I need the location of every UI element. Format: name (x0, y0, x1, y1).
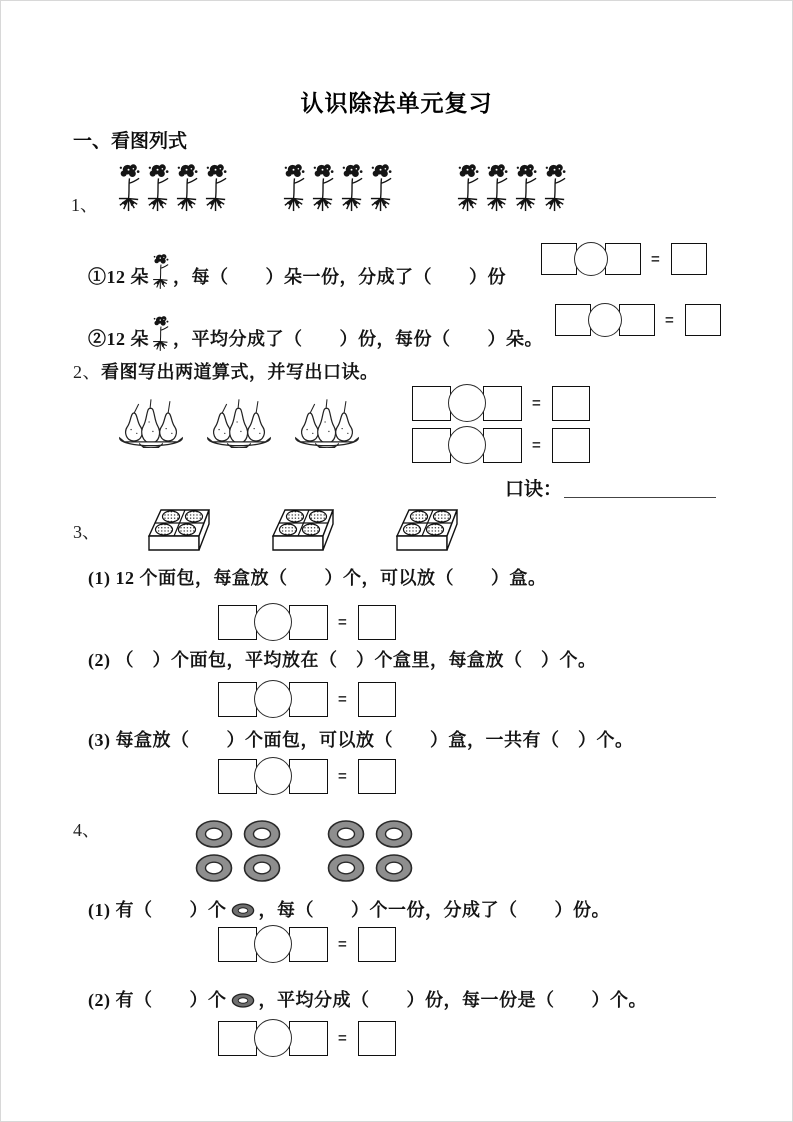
operator-circle (448, 426, 486, 464)
section1-heading: 一、看图列式 (73, 131, 188, 152)
equals-sign: = (338, 1029, 347, 1047)
donut-icon (194, 853, 234, 883)
question-1-2-prefix: ②12 朵 (88, 329, 149, 349)
flower-icon (513, 162, 540, 212)
question-1-1-prefix: ①12 朵 (88, 267, 149, 287)
flower-icon (455, 162, 482, 212)
operand-box (412, 386, 451, 421)
donut-icon (194, 819, 234, 849)
page-title: 认识除法单元复习 (300, 90, 493, 116)
flower-icon (174, 162, 201, 212)
operator-circle (254, 680, 292, 718)
operand-box (541, 243, 577, 275)
equation-blank-3 (412, 384, 590, 422)
flower-icon (151, 310, 171, 356)
equation-blank-7 (218, 757, 396, 795)
ring-icon (231, 903, 255, 918)
question-4-2-prefix: (2) 有（ ）个 (88, 990, 227, 1010)
donut-icon (374, 819, 414, 849)
question-1-1-text (88, 248, 506, 294)
flower-icon (281, 162, 308, 212)
flower-group-3 (455, 162, 569, 212)
question2-heading (73, 358, 379, 384)
operand-box (605, 243, 641, 275)
operand-box (289, 927, 328, 962)
operand-box (218, 605, 257, 640)
equals-sign: = (651, 250, 660, 268)
answer-box (358, 1021, 396, 1056)
operand-box (218, 927, 257, 962)
donut-icon (326, 819, 366, 849)
question-3-1-text: (1) 12 个面包，每盒放（ ）个，可以放（ ）盒。 (88, 568, 547, 588)
equals-sign: = (665, 311, 674, 329)
answer-box (671, 243, 707, 275)
equation-blank-4 (412, 426, 590, 464)
operand-box (412, 428, 451, 463)
answer-box (552, 386, 590, 421)
operand-box (289, 682, 328, 717)
operator-circle (588, 303, 622, 337)
answer-box (358, 682, 396, 717)
operator-circle (254, 757, 292, 795)
equals-sign: = (338, 613, 347, 631)
question-4-1-suffix: ，每（ ）个一份，分成了（ ）份。 (258, 900, 610, 920)
pear-plate-icon (203, 393, 275, 451)
question-3-2-text: (2) （ ）个面包，平均放在（ ）个盒里，每盒放（ ）个。 (88, 650, 597, 670)
equation-blank-8 (218, 925, 396, 963)
equation-blank-5 (218, 603, 396, 641)
flower-icon (116, 162, 143, 212)
answer-box (358, 927, 396, 962)
bread-box-icon (141, 507, 221, 559)
operand-box (218, 682, 257, 717)
operand-box (289, 605, 328, 640)
donut-group-1 (194, 819, 282, 883)
donut-icon (242, 819, 282, 849)
flower-icon (145, 162, 172, 212)
equals-sign: = (338, 767, 347, 785)
flower-icon (484, 162, 511, 212)
answer-box (685, 304, 721, 336)
donut-icon (326, 853, 366, 883)
operand-box (218, 759, 257, 794)
flower-icon (310, 162, 337, 212)
question4-number: 4、 (73, 820, 100, 840)
flower-icon (339, 162, 366, 212)
question-1-2-text (88, 310, 543, 356)
flower-icon (203, 162, 230, 212)
flower-icon (368, 162, 395, 212)
question3-number: 3、 (73, 522, 100, 542)
equals-sign: = (532, 436, 541, 454)
operand-box (289, 1021, 328, 1056)
flower-group-2 (281, 162, 395, 212)
question-1-2-suffix: ，平均分成了（ ）份，每份（ ）朵。 (173, 329, 543, 349)
operand-box (483, 386, 522, 421)
pear-plates-row (115, 393, 363, 451)
koujue-blank (564, 493, 716, 498)
question-4-2-text (88, 986, 647, 1012)
operator-circle (254, 603, 292, 641)
donut-group-2 (326, 819, 414, 883)
question-4-1-prefix: (1) 有（ ）个 (88, 900, 227, 920)
operand-box (218, 1021, 257, 1056)
donut-icon (374, 853, 414, 883)
pear-plate-icon (291, 393, 363, 451)
question-4-2-suffix: ，平均分成（ ）份，每一份是（ ）个。 (258, 990, 647, 1010)
flower-icon (151, 248, 171, 294)
ring-icon (231, 993, 255, 1008)
operand-box (483, 428, 522, 463)
question2-number: 2、 (73, 362, 101, 382)
bread-box-icon (389, 507, 469, 559)
operator-circle (448, 384, 486, 422)
pear-plate-icon (115, 393, 187, 451)
equals-sign: = (338, 690, 347, 708)
koujue-line (505, 474, 716, 501)
koujue-label: 口诀： (505, 479, 563, 500)
bread-box-icon (265, 507, 345, 559)
question-1-1-suffix: ，每（ ）朵一份，分成了（ ）份 (173, 267, 506, 287)
question-3-3-text: (3) 每盒放（ ）个面包，可以放（ ）盒，一共有（ ）个。 (88, 730, 634, 750)
equation-blank-6 (218, 680, 396, 718)
operand-box (555, 304, 591, 336)
equals-sign: = (338, 935, 347, 953)
operand-box (619, 304, 655, 336)
equation-blank-2 (555, 303, 721, 337)
operator-circle (254, 925, 292, 963)
flower-group-1 (116, 162, 230, 212)
answer-box (358, 605, 396, 640)
donut-icon (242, 853, 282, 883)
question2-text: 看图写出两道算式，并写出口诀。 (101, 362, 379, 382)
operand-box (289, 759, 328, 794)
flower-icon (542, 162, 569, 212)
question1-number: 1、 (71, 195, 98, 215)
answer-box (358, 759, 396, 794)
bread-box-row (141, 507, 469, 559)
answer-box (552, 428, 590, 463)
question-4-1-text (88, 896, 610, 922)
operator-circle (574, 242, 608, 276)
equals-sign: = (532, 394, 541, 412)
equation-blank-9 (218, 1019, 396, 1057)
operator-circle (254, 1019, 292, 1057)
equation-blank-1 (541, 242, 707, 276)
